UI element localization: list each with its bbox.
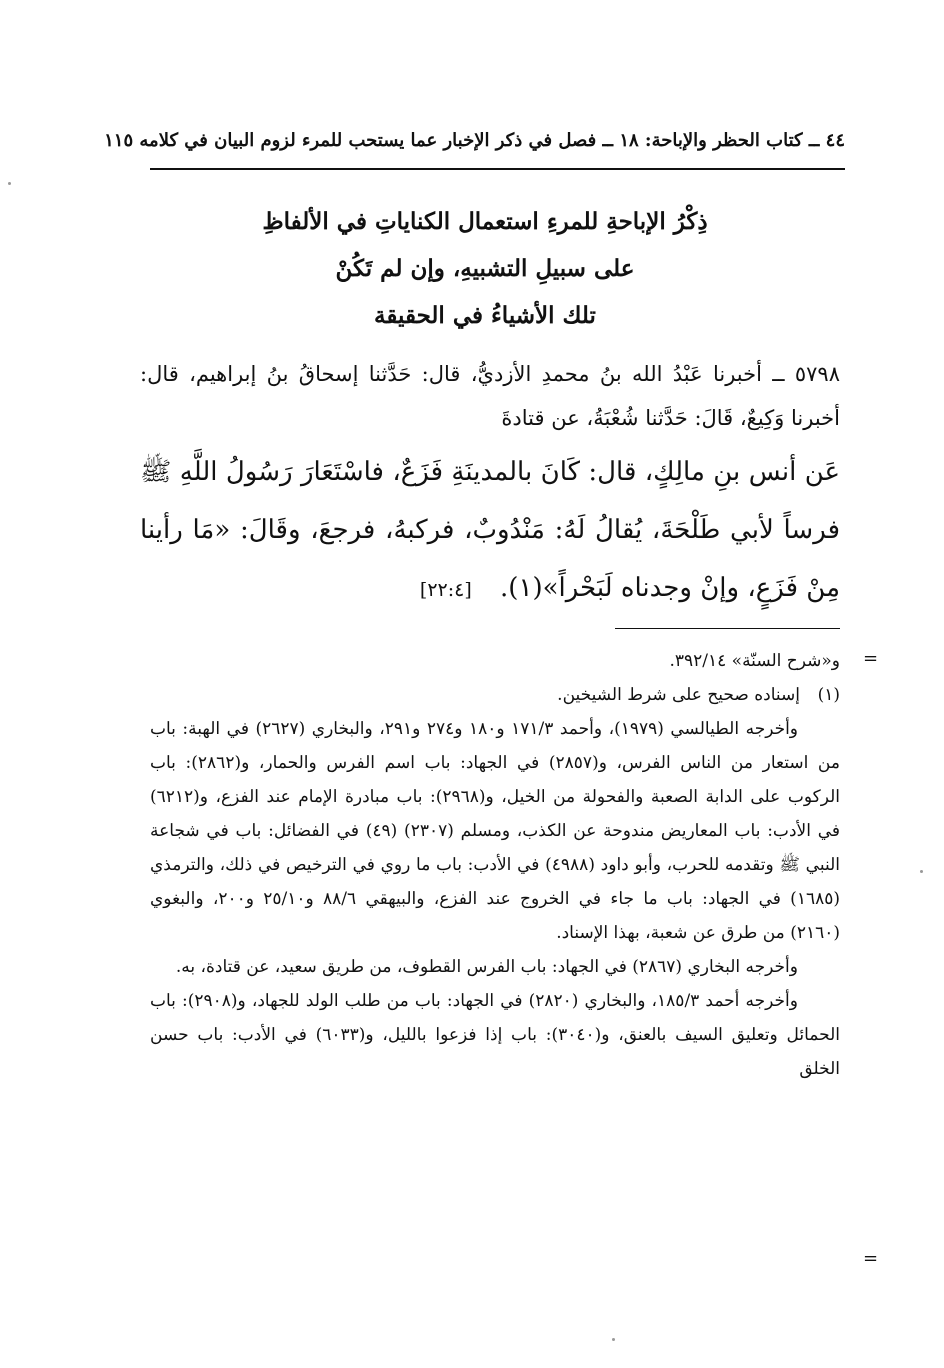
continuation-mark-bottom: = [863, 1248, 879, 1269]
title-line-2: على سبيلِ التشبيهِ، وإن لم تَكُنْ [335, 255, 635, 282]
footnote-carryover: و«شرح السنّة» ٣٩٢/١٤. [669, 651, 840, 671]
scan-speck [612, 1338, 615, 1341]
running-head: ٤٤ ــ كتاب الحظر والإباحة: ١٨ ــ فصل في ذكر الإخبار عما يستحب للمرء لزوم البيان في كلامه ١١٥ [104, 130, 845, 151]
title-line-1: ذِكْرُ الإباحةِ للمرءِ استعمال الكناياتِ في الألفاظِ [262, 208, 708, 235]
footnotes [150, 644, 840, 1086]
hadith-matn [140, 443, 840, 619]
scan-speck [8, 182, 11, 185]
matn-text: عَن أنس بنِ مالِكٍ، قال: كَانَ بالمدينَةِ فَزَعٌ، فاسْتَعَارَ رَسُولُ اللَّهِ ﷺ فرساً لأبي طَلْحَةَ، يُقالُ لَهُ: مَنْدُوبٌ، فركبهُ، فرجعَ، وقَالَ: «مَا رأينا مِنْ فَزَعٍ، وإنْ وجدناه لَبَحْراً»(١). [140, 457, 840, 603]
footnote-paragraph-2: وأخرجه البخاري (٢٨٦٧) في الجهاد: باب الفرس القطوف، من طريق سعيد، عن قتادة، به. [175, 957, 798, 977]
footnote-1-text: إسناده صحيح على شرط الشيخين. [557, 685, 800, 705]
hadith-reference: [٢٢:٤] [419, 579, 472, 601]
continuation-mark-top: = [863, 648, 879, 669]
footnote-paragraph-3: وأخرجه أحمد ١٨٥/٣، والبخاري (٢٨٢٠) في الجهاد: باب من طلب الولد للجهاد، و(٢٩٠٨): باب الحمائل وتعليق السيف بالعنق، و(٣٠٤٠): باب إذا فزعوا بالليل، و(٦٠٣٣) في الأدب: باب حسن الخلق [150, 991, 840, 1079]
title-line-3: تلك الأشياءُ في الحقيقة [374, 302, 596, 329]
footnote-rule [615, 628, 840, 629]
footnote-1-lead [150, 678, 840, 712]
scan-speck [920, 870, 923, 873]
hadith-isnad: ٥٧٩٨ ــ أخبرنا عَبْدُ الله بنُ محمدِ الأزديُّ، قال: حَدَّثنا إسحاقُ بنُ إبراهيم، قال: أخبرنا وَكِيعٌ، قَالَ: حَدَّثنا شُعْبَةُ، عن قتادةَ [140, 362, 840, 430]
header-rule [150, 168, 845, 170]
section-title [180, 198, 790, 339]
footnote-marker: (١) [817, 685, 840, 705]
footnote-paragraph-1: وأخرجه الطيالسي (١٩٧٩)، وأحمد ١٧١/٣ و١٨٠ و٢٧٤ و٢٩١، والبخاري (٢٦٢٧) في الهبة: باب من استعار من الناس الفرس، و(٢٨٥٧) في الجهاد: باب اسم الفرس والحمار، و(٢٨٦٢): باب الركوب على الدابة الصعبة والفحولة من الخيل، و(٢٩٦٨): باب مبادرة الإمام عند الفزع، و(٦٢١٢) في الأدب: باب المعاريض مندوحة عن الكذب، ومسلم (٢٣٠٧) (٤٩) في الفضائل: باب في شجاعة النبي ﷺ وتقدمه للحرب، وأبو داود (٤٩٨٨) في الأدب: باب ما روي في الترخيص في ذلك، والترمذي (١٦٨٥) في الجهاد: باب ما جاء في الخروج عند الفزع، والبيهقي ٨٨/٦ و٢٥/١٠ و٢٠٠، والبغوي (٢١٦٠) من طرق عن شعبة، بهذا الإسناد. [150, 719, 840, 943]
